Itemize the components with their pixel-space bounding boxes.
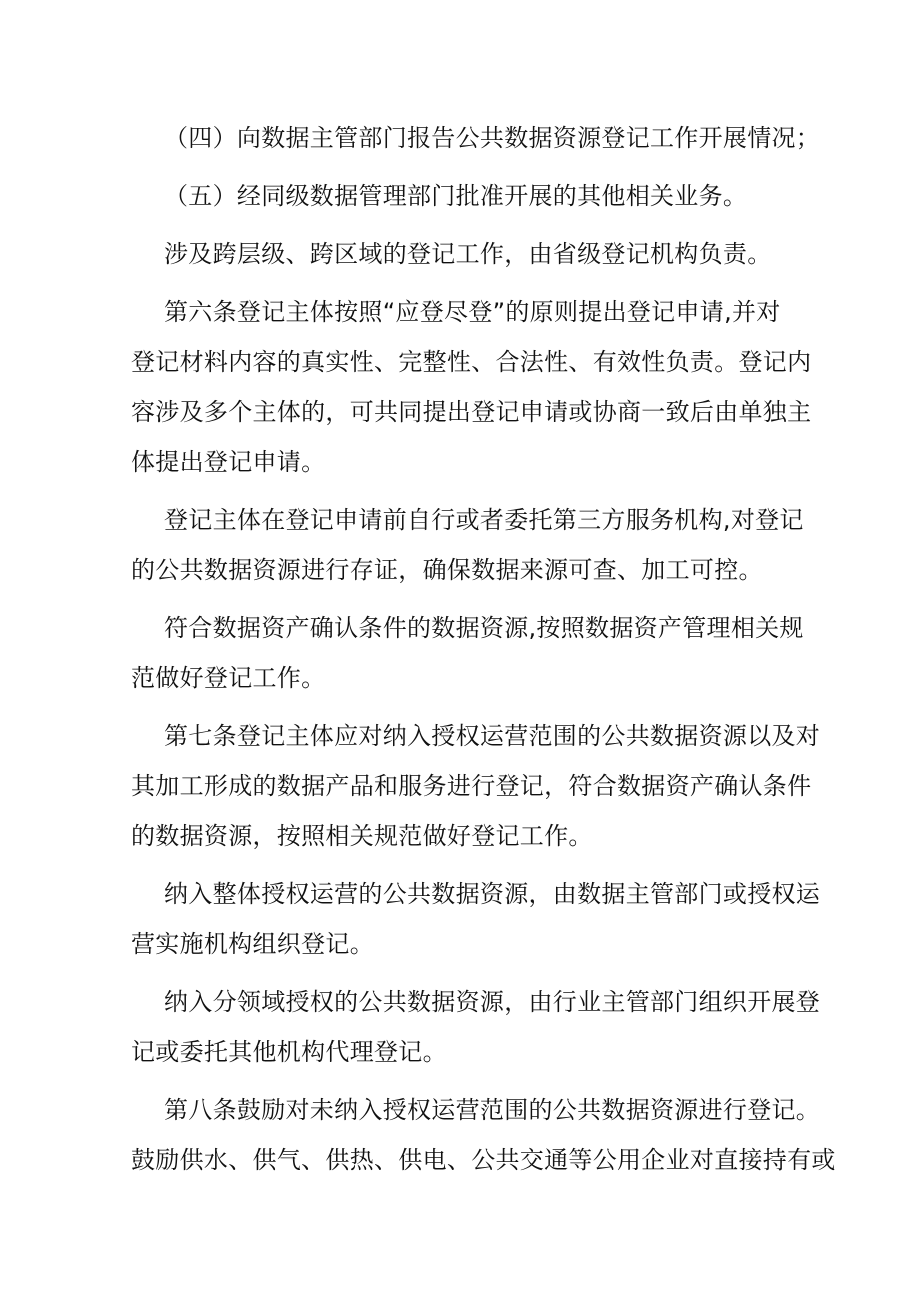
paragraph-line: 涉及跨层级、跨区域的登记工作，由省级登记机构负责。: [164, 240, 772, 268]
paragraph-line: 营实施机构组织登记。: [131, 930, 374, 958]
paragraph-line: 登记材料内容的真实性、完整性、合法性、有效性负责。登记内: [131, 348, 812, 376]
paragraph-line: 的公共数据资源进行存证，确保数据来源可查、加工可控。: [131, 556, 763, 584]
paragraph-line: 容涉及多个主体的，可共同提出登记申请或协商一致后由单独主: [131, 398, 812, 426]
paragraph-line: （五）经同级数据管理部门批准开展的其他相关业务。: [164, 182, 748, 210]
paragraph-line: 第七条登记主体应对纳入授权运营范围的公共数据资源以及对: [164, 722, 821, 750]
paragraph-line: 其加工形成的数据产品和服务进行登记，符合数据资产确认条件: [131, 772, 812, 800]
paragraph-line: 纳入分领域授权的公共数据资源，由行业主管部门组织开展登: [164, 988, 821, 1016]
paragraph-line: 纳入整体授权运营的公共数据资源，由数据主管部门或授权运: [164, 880, 821, 908]
paragraph-line: 范做好登记工作。: [131, 664, 326, 692]
paragraph-line: 鼓励供水、供气、供热、供电、公共交通等公用企业对直接持有或: [131, 1146, 836, 1174]
paragraph-line: （四）向数据主管部门报告公共数据资源登记工作开展情况；: [164, 124, 821, 152]
paragraph-line: 登记主体在登记申请前自行或者委托第三方服务机构,对登记: [164, 506, 804, 534]
paragraph-line: 体提出登记申请。: [131, 448, 326, 476]
paragraph-line: 记或委托其他机构代理登记。: [131, 1038, 447, 1066]
paragraph-line: 符合数据资产确认条件的数据资源,按照数据资产管理相关规: [164, 614, 804, 642]
paragraph-line: 第六条登记主体按照“应登尽登”的原则提出登记申请,并对: [164, 298, 781, 326]
paragraph-line: 的数据资源，按照相关规范做好登记工作。: [131, 822, 593, 850]
paragraph-line: 第八条鼓励对未纳入授权运营范围的公共数据资源进行登记。: [164, 1096, 821, 1124]
